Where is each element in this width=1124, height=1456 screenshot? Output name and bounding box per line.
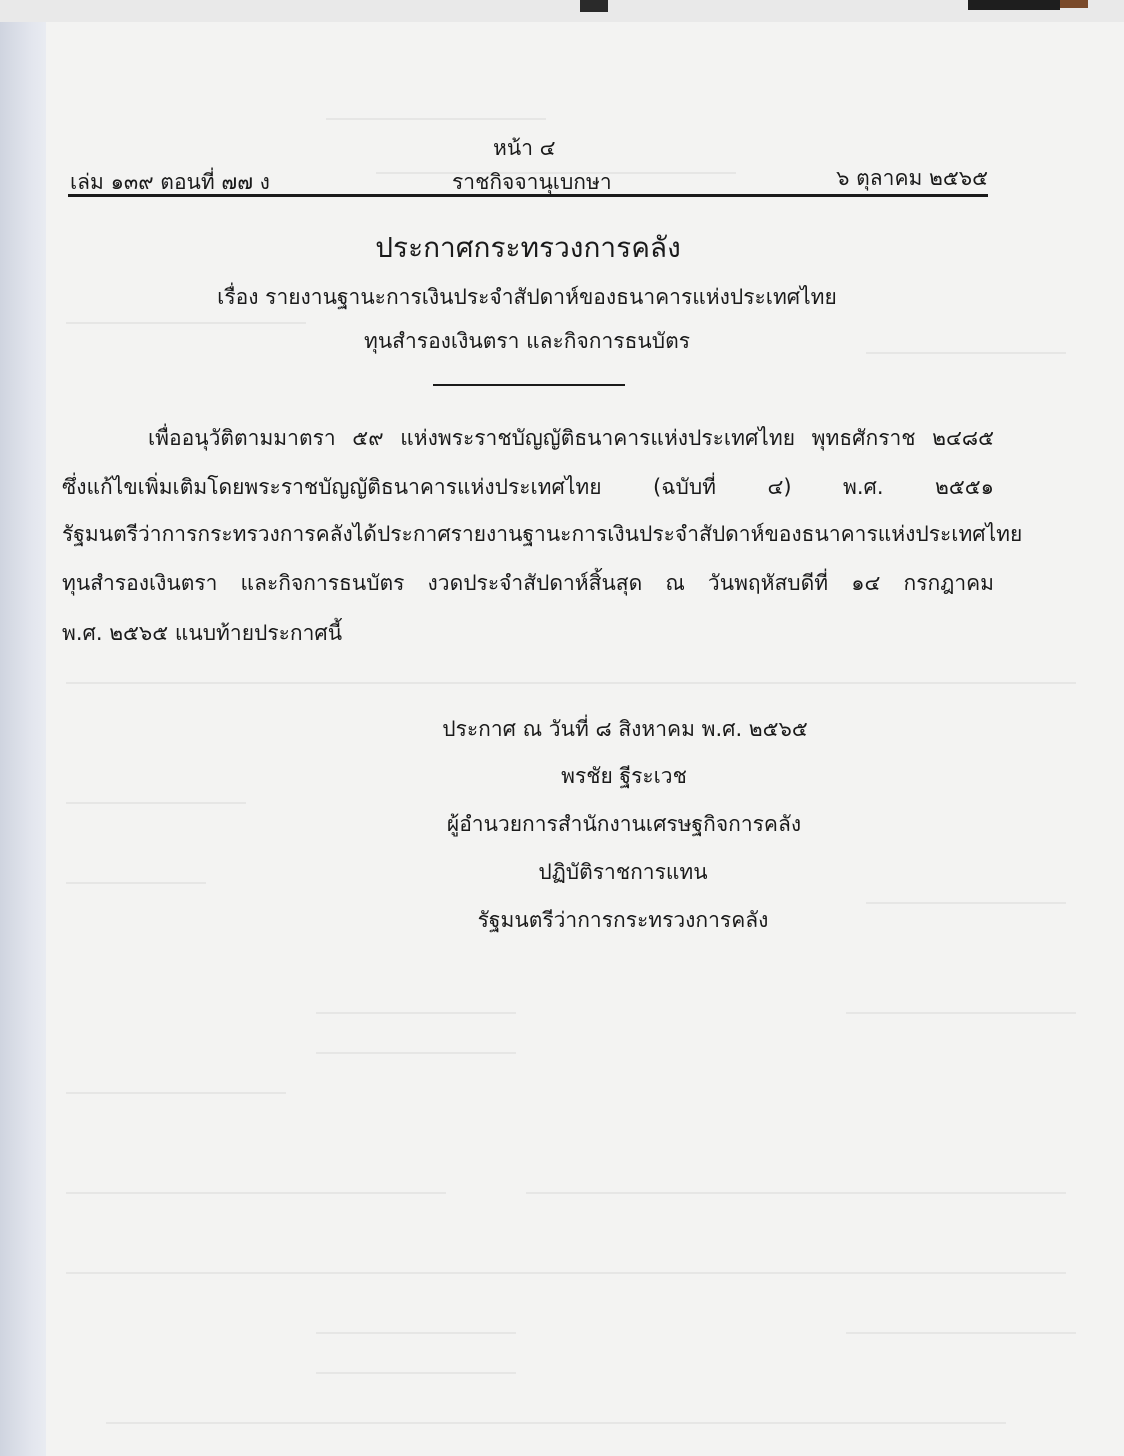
bleed-through	[866, 352, 1066, 354]
bleed-through	[66, 882, 206, 884]
bleed-through	[66, 1272, 1066, 1274]
announcement-title: ประกาศกระทรวงการคลัง	[375, 231, 681, 264]
body-line: เพื่ออนุวัติตามมาตรา ๕๙ แห่งพระราชบัญญัติธนาคารแห่งประเทศไทย พุทธศักราช ๒๔๘๕	[148, 426, 994, 450]
bleed-through	[846, 1012, 1076, 1014]
scan-artifact	[1060, 0, 1088, 8]
minister-title: รัฐมนตรีว่าการกระทรวงการคลัง	[477, 908, 769, 932]
acting-on-behalf: ปฏิบัติราชการแทน	[538, 860, 708, 884]
bleed-through	[326, 118, 546, 120]
subject-line-2: ทุนสำรองเงินตรา และกิจการธนบัตร	[363, 329, 691, 353]
subject-line-1: เรื่อง รายงานฐานะการเงินประจำสัปดาห์ของธนาคารแห่งประเทศไทย	[217, 285, 837, 309]
bleed-through	[106, 1422, 1006, 1424]
bleed-through	[316, 1372, 516, 1374]
page-number: หน้า ๔	[493, 136, 556, 160]
header-rule	[68, 194, 988, 197]
title-rule	[433, 384, 625, 386]
bleed-through	[316, 1052, 516, 1054]
scan-artifact	[580, 0, 608, 12]
bleed-through	[66, 682, 1076, 684]
issue-date: ๖ ตุลาคม ๒๕๖๕	[836, 166, 988, 190]
bleed-through	[66, 1192, 446, 1194]
signatory-position: ผู้อำนวยการสำนักงานเศรษฐกิจการคลัง	[446, 812, 802, 836]
bleed-through	[526, 1192, 1066, 1194]
bleed-through	[316, 1012, 516, 1014]
scan-artifact	[968, 0, 1060, 10]
top-strip	[0, 0, 1124, 22]
body-line: พ.ศ. ๒๕๖๕ แนบท้ายประกาศนี้	[62, 621, 343, 645]
body-line: ทุนสำรองเงินตรา และกิจการธนบัตร งวดประจำสัปดาห์สิ้นสุด ณ วันพฤหัสบดีที่ ๑๔ กรกฎาคม	[62, 571, 994, 595]
signatory-name: พรชัย ฐีระเวช	[561, 764, 687, 788]
gazette-name: ราชกิจจานุเบกษา	[452, 170, 612, 194]
volume-issue: เล่ม ๑๓๙ ตอนที่ ๗๗ ง	[70, 170, 270, 194]
bleed-through	[846, 1332, 1076, 1334]
announce-date: ประกาศ ณ วันที่ ๘ สิงหาคม พ.ศ. ๒๕๖๕	[442, 717, 808, 741]
body-line: รัฐมนตรีว่าการกระทรวงการคลังได้ประกาศรายงานฐานะการเงินประจำสัปดาห์ของธนาคารแห่งประเทศไทย	[62, 522, 1023, 546]
bleed-through	[866, 902, 1066, 904]
bleed-through	[66, 802, 246, 804]
body-line: ซึ่งแก้ไขเพิ่มเติมโดยพระราชบัญญัติธนาคารแห่งประเทศไทย (ฉบับที่ ๔) พ.ศ. ๒๕๕๑	[62, 475, 994, 499]
bleed-through	[316, 1332, 516, 1334]
bleed-through	[66, 1092, 286, 1094]
bleed-through	[66, 322, 306, 324]
